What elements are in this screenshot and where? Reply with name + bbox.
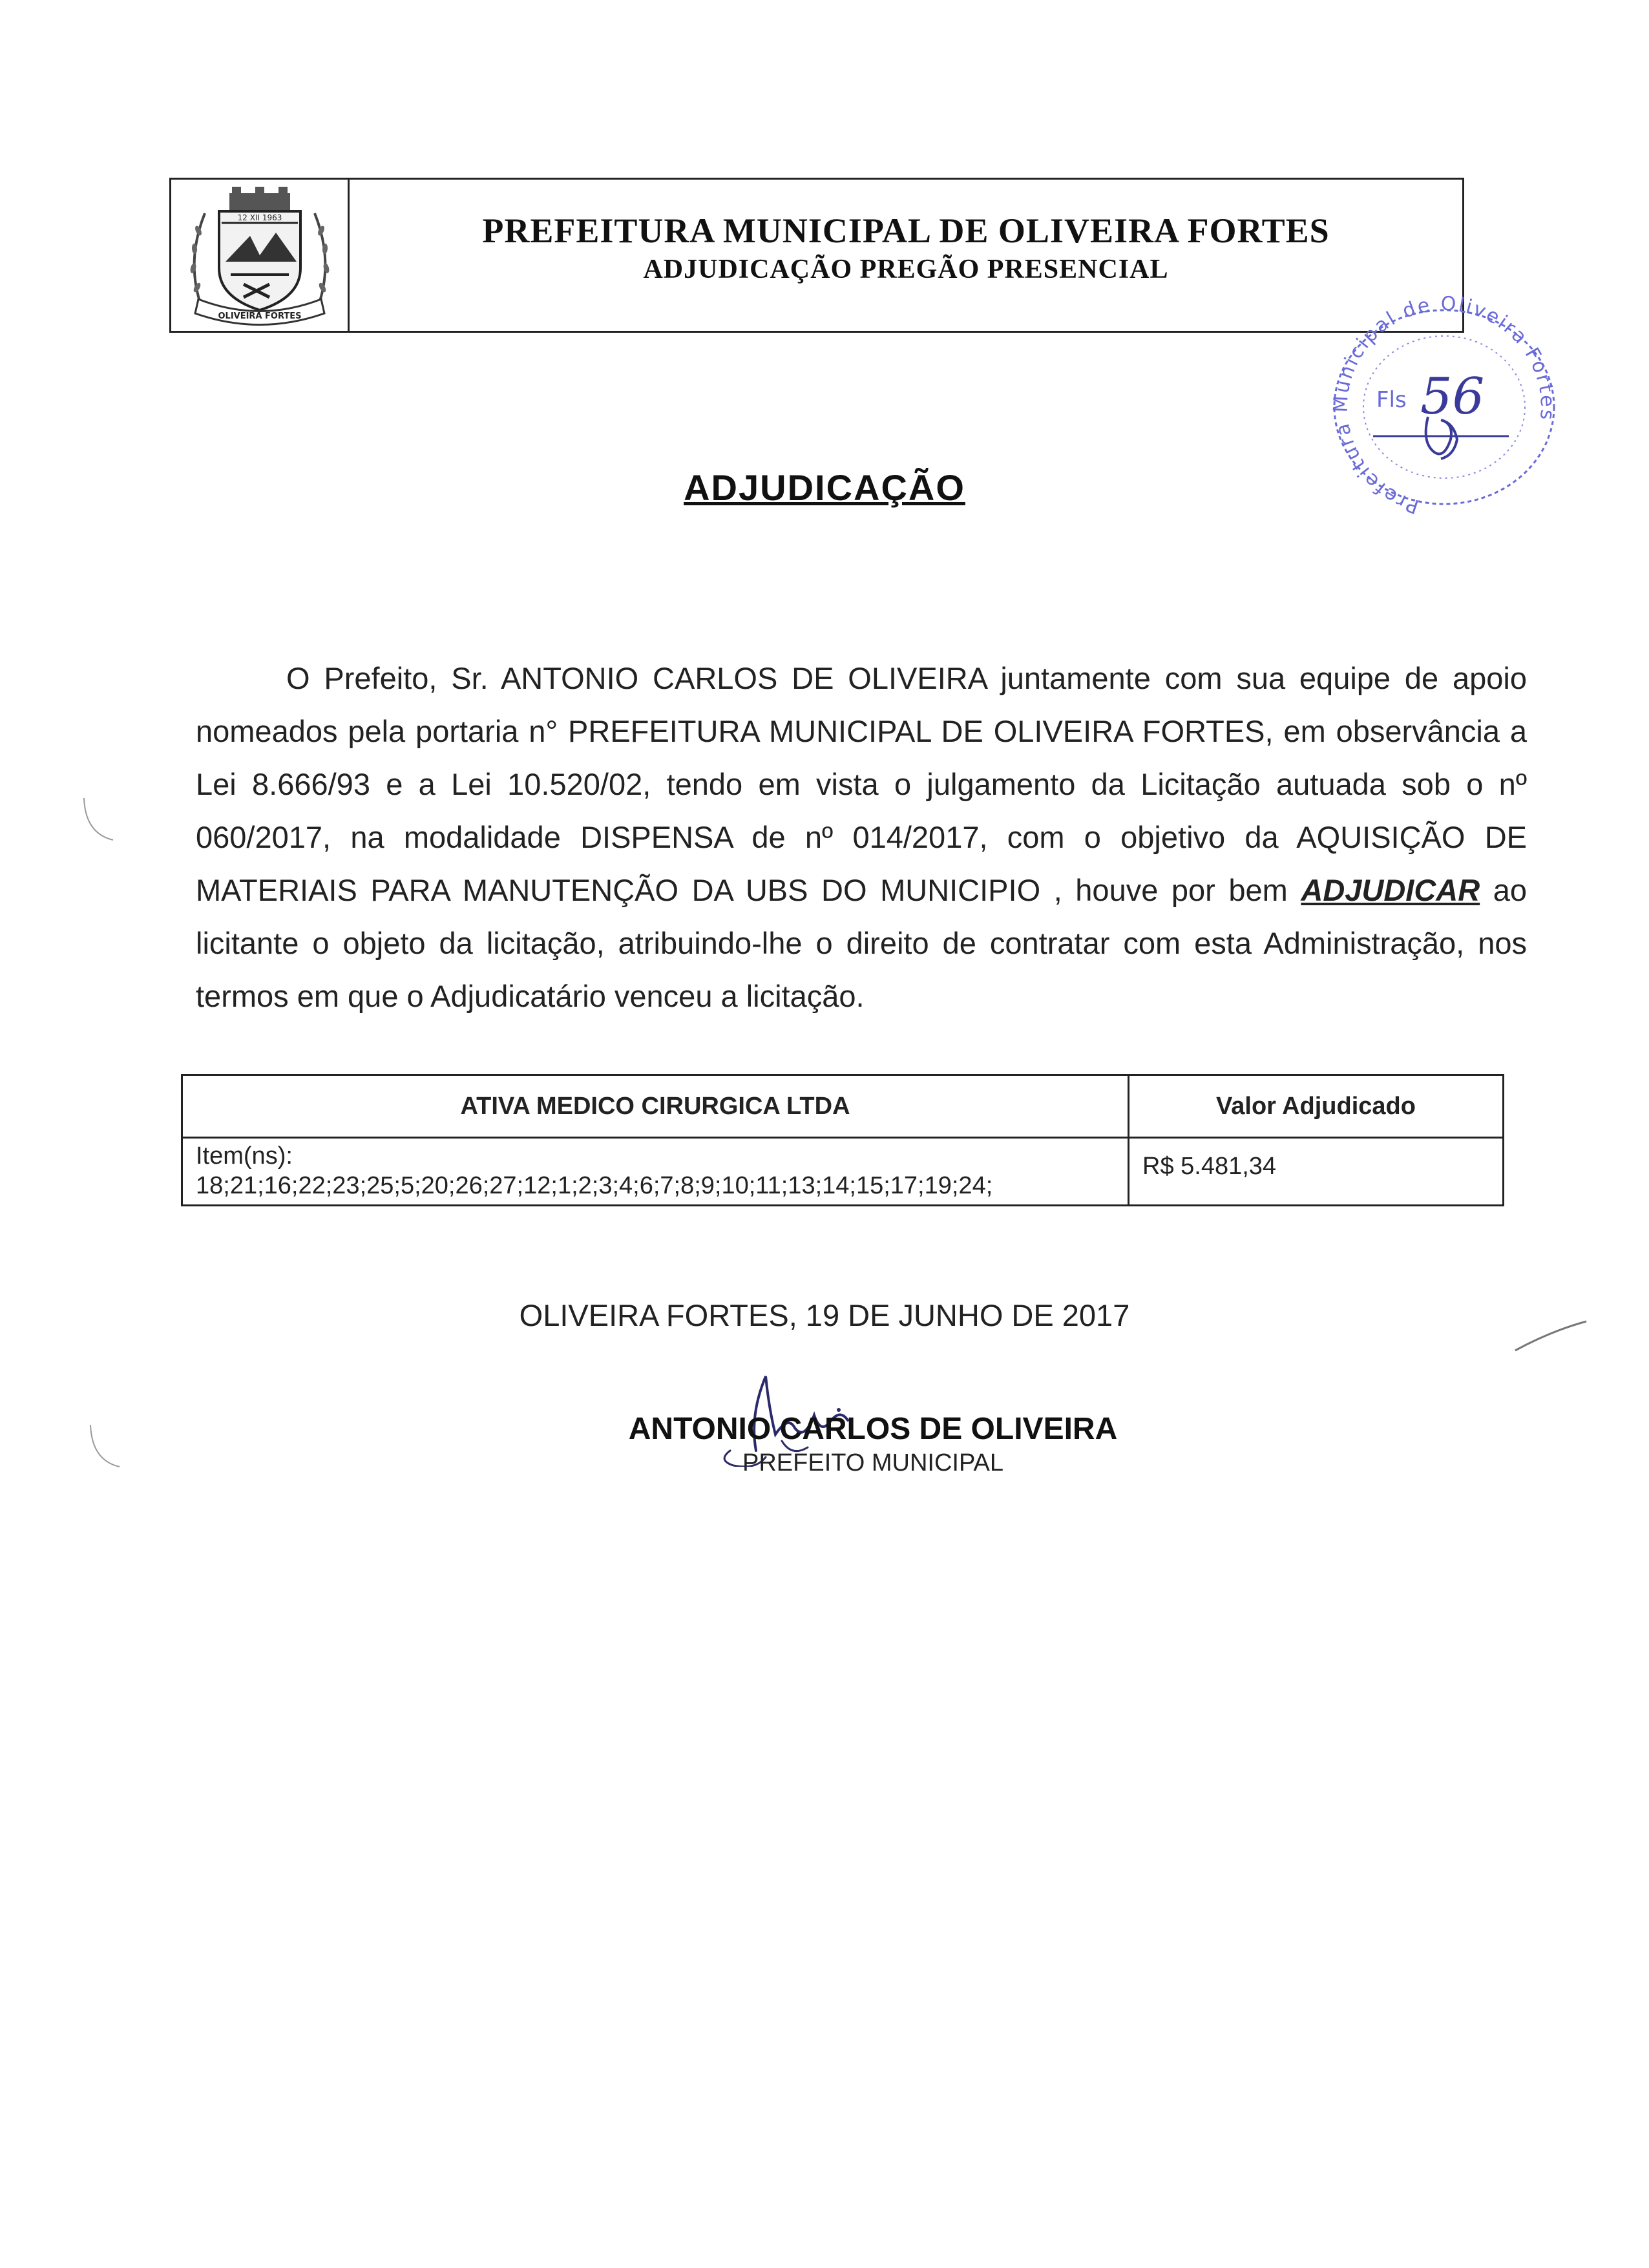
- table-row: [182, 1138, 1504, 1206]
- scan-mark-right: [1512, 1318, 1590, 1357]
- awarded-value: R$ 5.481,34: [1129, 1138, 1504, 1206]
- svg-text:OLIVEIRA FORTES: OLIVEIRA FORTES: [217, 311, 302, 321]
- body-part-1: O Prefeito, Sr. ANTONIO CARLOS DE OLIVEIRA juntamente com sua equipe de apoio nomeados pela portaria n° PREFEITURA MUNICIPAL DE OLIVEIRA FORTES, em observância a Lei 8.666/93 e a Lei 10.520/02, tendo em vista o julgamento da Licitação autuada sob o nº 060/2017, na modalidade DISPENSA de nº 014/2017, com o objetivo da AQUISIÇÃO DE MATERIAIS PARA MANUTENÇÃO DA UBS DO MUNICIPIO , houve por bem: [196, 661, 1527, 907]
- items-list: 18;21;16;22;23;25;5;20;26;27;12;1;2;3;4;6;7;8;9;10;11;13;14;15;17;19;24;: [196, 1172, 993, 1199]
- issuer-title: PREFEITURA MUNICIPAL DE OLIVEIRA FORTES: [482, 211, 1330, 250]
- document-type-subtitle: ADJUDICAÇÃO PREGÃO PRESENCIAL: [643, 255, 1169, 284]
- scan-mark-left-lower: [84, 1422, 123, 1473]
- body-part-2: ao licitante o objeto da licitação, atribuindo-lhe o direito de contratar com esta Administração, nos termos em que o Adjudicatário venceu a licitação.: [196, 873, 1528, 1013]
- adjudication-body: [196, 652, 1527, 1023]
- stamp-page-number: 56: [1420, 368, 1485, 426]
- handwritten-signature: [678, 1338, 885, 1467]
- awarded-value-header: Valor Adjudicado: [1129, 1075, 1504, 1138]
- scan-mark-left-upper: [78, 795, 116, 846]
- items-cell: [182, 1138, 1129, 1206]
- vendor-name-header: ATIVA MEDICO CIRURGICA LTDA: [182, 1075, 1129, 1138]
- signer-role: PREFEITO MUNICIPAL: [742, 1449, 1003, 1476]
- svg-text:12 XII 1963: 12 XII 1963: [237, 213, 282, 222]
- signer-name: ANTONIO CARLOS DE OLIVEIRA: [628, 1412, 1118, 1446]
- letterhead: [169, 178, 1464, 333]
- municipal-crest-icon: [179, 184, 341, 326]
- award-table: [181, 1074, 1504, 1206]
- place-and-date: OLIVEIRA FORTES, 19 DE JUNHO DE 2017: [519, 1298, 1130, 1332]
- crest-cell: [171, 180, 350, 331]
- svg-text:Prefeitura Municipal de Olivei: Prefeitura Municipal de Oliveira Fortes: [1329, 292, 1559, 518]
- table-header-row: [182, 1075, 1504, 1138]
- stamp-fls-label: Fls: [1376, 387, 1407, 413]
- items-label: Item(ns):: [196, 1142, 293, 1170]
- letterhead-text: [350, 180, 1462, 331]
- document-heading: ADJUDICAÇÃO: [684, 467, 965, 508]
- adjudicar-emphasis: ADJUDICAR: [1301, 873, 1480, 907]
